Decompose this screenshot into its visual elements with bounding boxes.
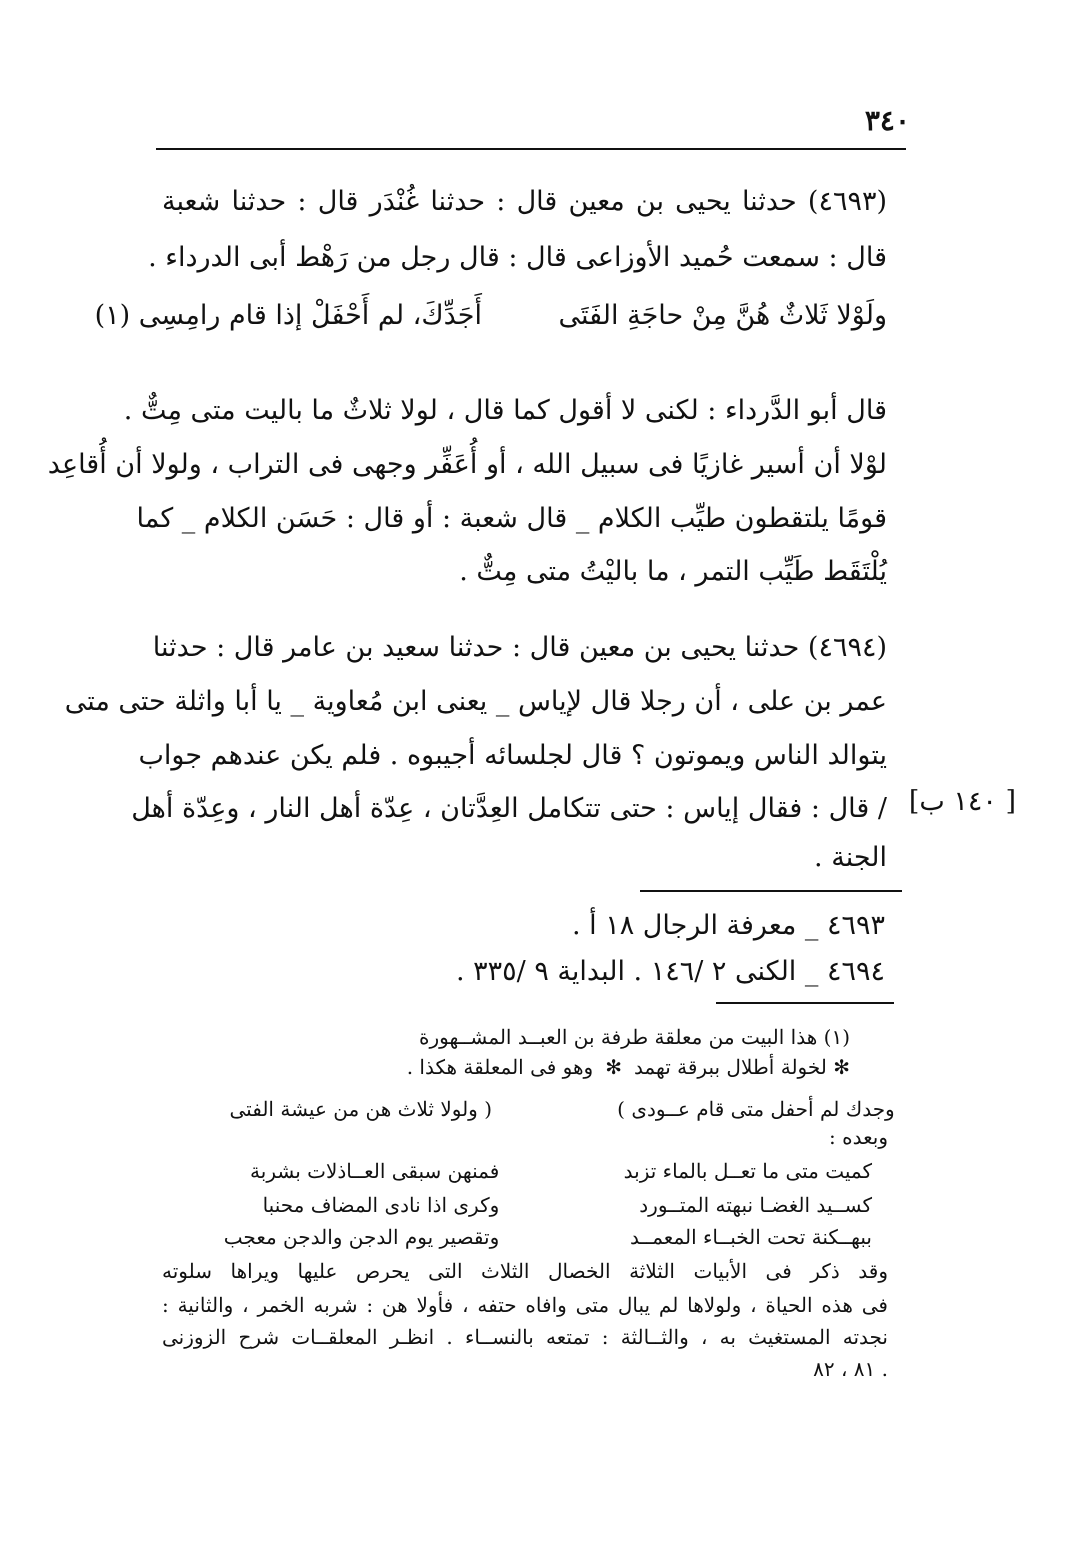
- variant-hemistich-first: ( ولولا ثلاث هن من عيشة الفتى: [229, 1097, 492, 1121]
- hadith-4694-line-2: عمر بن على ، أن رجلا قال لإياس _ يعنى ابن مُعاوية _ يا أبا واثلة حتى متى: [64, 686, 887, 717]
- footnote-opening-verse: [230, 1054, 850, 1080]
- footnote-verse-1: [162, 1158, 872, 1184]
- star-icon: ✻: [605, 1055, 622, 1079]
- footnote-closing-line-4: ٨١ ، ٨٢ .: [813, 1357, 888, 1381]
- page-number: ٣٤٠: [864, 104, 910, 137]
- variant-hemistich-second: وجدك لم أحفل متى قام عــودى ): [617, 1097, 895, 1121]
- footnote-line-1: (١) هذا البيت من معلقة طرفة بن العبــد المشــهورة: [419, 1025, 850, 1049]
- folio-margin-note: [ ١٤٠ ب]: [908, 786, 1016, 817]
- verse-3-second: ببهــكنة تحت الخبــاء المعمــد: [630, 1225, 872, 1249]
- footnote-opening-comment: وهو فى المعلقة هكذا .: [406, 1055, 594, 1079]
- verse-1-first: فمنهن سبقى العــاذلات بشربة: [250, 1159, 500, 1183]
- verse-hemistich-first: ولَوْلا ثَلاثٌ هُنَّ مِنْ حاجَةِ الفَتَى: [558, 300, 887, 331]
- reference-4693: ٤٦٩٣ _ معرفة الرجال ١٨ أ .: [571, 910, 885, 941]
- hadith-4693-commentary-line-1: قال أبو الدَّرداء : لكنى لا أقول كما قال ، لولا ثلاثٌ ما باليت متى مِتٌّ .: [123, 395, 887, 426]
- footnote-verse-2: [162, 1192, 872, 1218]
- footnote-closing-line-2: فى هذه الحياة ، ولولاها لم يبال متى وافاه حتفه ، فأولا هن : شربه الخمر ، والثانية :: [162, 1293, 888, 1317]
- hadith-4693-line-2: قال : سمعت حُميد الأوزاعى قال : قال رجل من رَهْط أبى الدرداء .: [148, 242, 887, 273]
- footnote-verse-3: [162, 1224, 872, 1250]
- hadith-4693-commentary-line-4: يُلْتَقَط طَيِّب التمر ، ما باليْتُ متى مِتٌّ .: [459, 556, 887, 587]
- verse-hemistich-second: أَجَدِّكَ، لم أَحْفَلْ إذا قام رامِسِى (١): [94, 300, 482, 331]
- hadith-4694-line-3: يتوالد الناس ويموتون ؟ قال لجلسائه أجيبوه . فلم يكن عندهم جواب: [138, 740, 887, 771]
- verse-2-first: وكرى اذا نادى المضاف محنبا: [262, 1193, 500, 1217]
- verse-2-second: كســيد الغضـا نبهته المتــورد: [639, 1193, 872, 1217]
- hadith-4693-commentary-line-2: لوْلا أن أسير غازيًا فى سبيل الله ، أو أُعَفِّر وجهى فى التراب ، ولولا أن أُقاعِد: [47, 449, 887, 480]
- footnote-variant-verse: [162, 1096, 895, 1122]
- star-icon: ✻: [833, 1055, 850, 1079]
- footnote-closing-line-1: وقد ذكر فى الأبيات الثلاثة الخصال الثلاث التى يحرص عليها ويراها سلوته: [162, 1259, 888, 1283]
- footnote-closing-line-3: نجدته المستغيث به ، والثــالثة : تمتعه بالنســاء . انظـر المعلقــات شرح الزوزنى: [162, 1325, 888, 1349]
- hadith-4693-commentary-line-3: قومًا يلتقطون طيِّب الكلام _ قال شعبة : أو قال : حَسَن الكلام _ كما: [136, 503, 887, 534]
- reference-4694: ٤٦٩٤ _ الكنى ٢ /١٤٦ . البداية ٩ /٣٣٥ .: [455, 956, 885, 987]
- footnote-after-label: وبعده :: [829, 1125, 888, 1149]
- hadith-4694-line-4: / قال : فقال إياس : حتى تتكامل العِدَّتان ، عِدّة أهل النار ، وعِدّة أهل: [131, 793, 887, 824]
- footnote-opening-hemistich: لخولة أطلال ببرقة تهمد: [633, 1055, 827, 1079]
- hadith-4694-line-1: (٤٦٩٤) حدثنا يحيى بن معين قال : حدثنا سعيد بن عامر قال : حدثنا: [152, 632, 887, 663]
- hadith-4693-line-1: (٤٦٩٣) حدثنا يحيى بن معين قال : حدثنا غُنْدَر قال : حدثنا شعبة: [162, 186, 887, 217]
- footnote-rule: [716, 1002, 894, 1004]
- poetry-verse: [94, 300, 887, 340]
- verse-3-first: وتقصير يوم الدجن والدجن معجب: [223, 1225, 500, 1249]
- verse-1-second: كميت متى ما تعــل بالماء تزبد: [623, 1159, 872, 1183]
- hadith-4694-line-5: الجنة .: [814, 842, 887, 873]
- header-rule: [156, 148, 906, 150]
- references-rule: [640, 890, 902, 892]
